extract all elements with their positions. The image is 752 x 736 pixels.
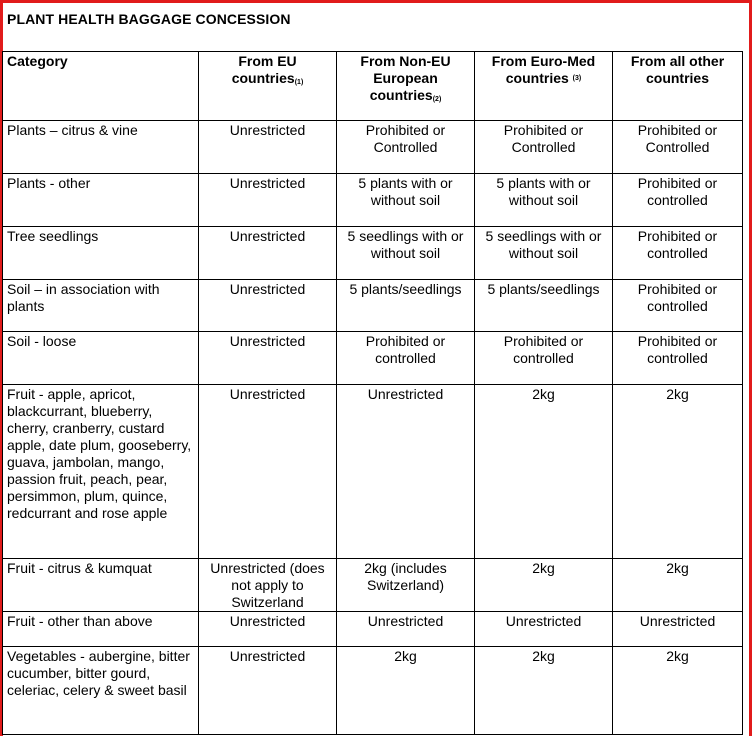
cell-other: 2kg [613, 559, 743, 612]
cell-eu: Unrestricted (does not apply to Switzerland [199, 559, 337, 612]
cell-category: Soil - loose [3, 332, 199, 385]
table-row [3, 332, 743, 385]
cell-non-eu: Unrestricted [337, 612, 475, 647]
cell-non-eu: 5 plants/seedlings [337, 280, 475, 332]
cell-non-eu: Unrestricted [337, 385, 475, 559]
page-title: PLANT HEALTH BAGGAGE CONCESSION [7, 11, 291, 27]
cell-non-eu: 2kg (includes Switzerland) [337, 559, 475, 612]
header-row [3, 52, 743, 121]
header-other: From all other countries [613, 52, 743, 121]
cell-euro-med: 5 plants/seedlings [475, 280, 613, 332]
header-eu: From EU countries$_{(1)}$ [199, 52, 337, 121]
cell-other: Prohibited or controlled [613, 280, 743, 332]
header-euro-med: From Euro-Med countries $^{(3)}$ [475, 52, 613, 121]
concession-table [2, 51, 743, 735]
table-row [3, 121, 743, 174]
cell-category: Plants – citrus & vine [3, 121, 199, 174]
cell-eu: Unrestricted [199, 385, 337, 559]
cell-eu: Unrestricted [199, 647, 337, 735]
cell-euro-med: Prohibited or controlled [475, 332, 613, 385]
table-row [3, 647, 743, 735]
cell-eu: Unrestricted [199, 280, 337, 332]
cell-euro-med: 5 seedlings with or without soil [475, 227, 613, 280]
cell-euro-med: 5 plants with or without soil [475, 174, 613, 227]
header-category: Category [3, 52, 199, 121]
table-row [3, 385, 743, 559]
table-row [3, 612, 743, 647]
table-row [3, 280, 743, 332]
cell-eu: Unrestricted [199, 174, 337, 227]
cell-other: 2kg [613, 647, 743, 735]
cell-euro-med: Unrestricted [475, 612, 613, 647]
table-row [3, 227, 743, 280]
cell-non-eu: 5 plants with or without soil [337, 174, 475, 227]
cell-eu: Unrestricted [199, 612, 337, 647]
cell-eu: Unrestricted [199, 121, 337, 174]
cell-non-eu: 5 seedlings with or without soil [337, 227, 475, 280]
cell-other: Prohibited or controlled [613, 174, 743, 227]
cell-non-eu: Prohibited or Controlled [337, 121, 475, 174]
cell-category: Fruit - apple, apricot, blackcurrant, blueberry, cherry, cranberry, custard apple, date plum, gooseberry, guava, jambolan, mango, passion fruit, peach, pear, persimmon, plum, quince, redcurrant and rose apple [3, 385, 199, 559]
table-row [3, 174, 743, 227]
cell-category: Plants - other [3, 174, 199, 227]
footnote-3: (3) [572, 75, 582, 82]
cell-category: Soil – in association with plants [3, 280, 199, 332]
cell-euro-med: 2kg [475, 559, 613, 612]
cell-other: 2kg [613, 385, 743, 559]
cell-euro-med: 2kg [475, 647, 613, 735]
cell-non-eu: Prohibited or controlled [337, 332, 475, 385]
header-non-eu: From Non-EU European countries$_{(2)}$ [337, 52, 475, 121]
cell-eu: Unrestricted [199, 332, 337, 385]
cell-category: Fruit - other than above [3, 612, 199, 647]
cell-non-eu: 2kg [337, 647, 475, 735]
footnote-2: (2) [432, 96, 442, 103]
cell-category: Fruit - citrus & kumquat [3, 559, 199, 612]
cell-eu: Unrestricted [199, 227, 337, 280]
cell-euro-med: Prohibited or Controlled [475, 121, 613, 174]
cell-other: Unrestricted [613, 612, 743, 647]
table-row [3, 559, 743, 612]
footnote-1: (1) [294, 79, 304, 86]
cell-other: Prohibited or controlled [613, 227, 743, 280]
cell-category: Tree seedlings [3, 227, 199, 280]
cell-category: Vegetables - aubergine, bitter cucumber, bitter gourd, celeriac, celery & sweet basil [3, 647, 199, 735]
cell-euro-med: 2kg [475, 385, 613, 559]
cell-other: Prohibited or controlled [613, 332, 743, 385]
cell-other: Prohibited or Controlled [613, 121, 743, 174]
